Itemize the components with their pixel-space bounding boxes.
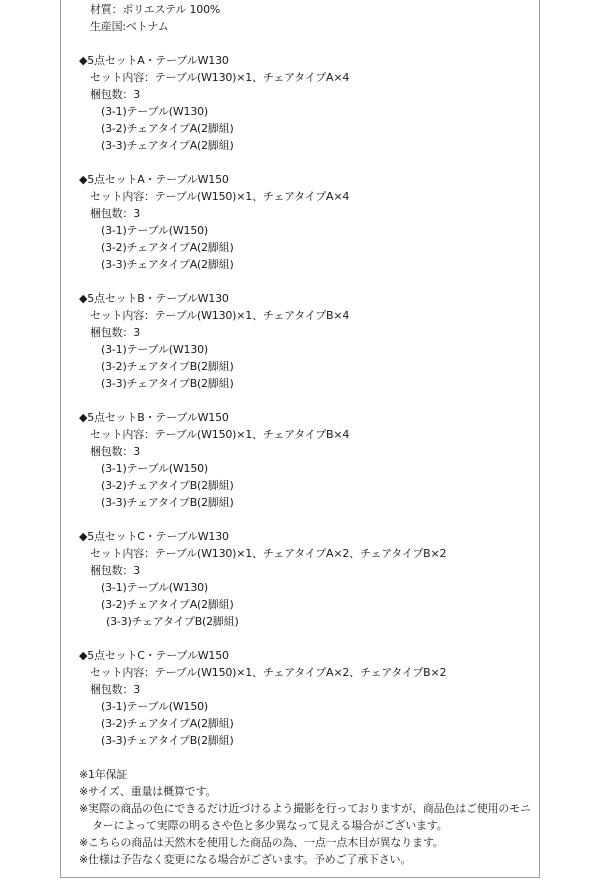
set-item: (3-2)チェアタイプB(2脚組) bbox=[101, 360, 234, 373]
set-item: (3-2)チェアタイプA(2脚組) bbox=[101, 598, 234, 611]
set-title: ◆5点セットA・テーブルW130 bbox=[79, 54, 229, 67]
set-contents: セット内容：テーブル(W150)×1、チェアタイプA×2、チェアタイプB×2 bbox=[90, 666, 447, 679]
set-contents: セット内容：テーブル(W150)×1、チェアタイプA×4 bbox=[90, 190, 350, 203]
set-item: (3-3)チェアタイプB(2脚組) bbox=[101, 496, 234, 509]
set-item: (3-1)テーブル(W130) bbox=[101, 343, 209, 356]
set-item: (3-2)チェアタイプA(2脚組) bbox=[101, 122, 234, 135]
set-packages: 梱包数：3 bbox=[90, 445, 140, 458]
set-contents: セット内容：テーブル(W130)×1、チェアタイプA×2、チェアタイプB×2 bbox=[90, 547, 447, 560]
origin-line: 生産国:ベトナム bbox=[90, 20, 169, 33]
set-item: (3-2)チェアタイプA(2脚組) bbox=[101, 717, 234, 730]
set-title: ◆5点セットB・テーブルW130 bbox=[79, 292, 229, 305]
set-contents: セット内容：テーブル(W130)×1、チェアタイプA×4 bbox=[90, 71, 350, 84]
color-note-continued: ターによって実際の明るさや色と多少異なって見える場合がございます。 bbox=[92, 819, 448, 832]
set-title: ◆5点セットC・テーブルW150 bbox=[79, 649, 229, 662]
set-item: (3-1)テーブル(W150) bbox=[101, 224, 209, 237]
warranty-note: ※1年保証 bbox=[79, 768, 128, 781]
set-item: (3-1)テーブル(W150) bbox=[101, 462, 209, 475]
set-item: (3-1)テーブル(W130) bbox=[101, 581, 209, 594]
set-title: ◆5点セットA・テーブルW150 bbox=[79, 173, 229, 186]
set-packages: 梱包数：3 bbox=[90, 88, 140, 101]
material-line: 材質：ポリエステル 100% bbox=[90, 3, 221, 16]
set-item: (3-1)テーブル(W130) bbox=[101, 105, 209, 118]
set-title: ◆5点セットC・テーブルW130 bbox=[79, 530, 229, 543]
set-contents: セット内容：テーブル(W150)×1、チェアタイプB×4 bbox=[90, 428, 350, 441]
set-packages: 梱包数：3 bbox=[90, 683, 140, 696]
set-packages: 梱包数：3 bbox=[90, 564, 140, 577]
set-item: (3-2)チェアタイプB(2脚組) bbox=[101, 479, 234, 492]
size-note: ※サイズ、重量は概算です。 bbox=[79, 785, 217, 798]
set-item: (3-3)チェアタイプA(2脚組) bbox=[101, 258, 234, 271]
color-note: ※実際の商品の色にできるだけ近づけるよう撮影を行っておりますが、商品色はご使用のモニ bbox=[79, 802, 531, 815]
set-item: (3-2)チェアタイプA(2脚組) bbox=[101, 241, 234, 254]
set-item: (3-3)チェアタイプB(2脚組) bbox=[106, 615, 239, 628]
wood-note: ※こちらの商品は天然木を使用した商品の為、一点一点木目が異なります。 bbox=[79, 836, 444, 849]
set-contents: セット内容：テーブル(W130)×1、チェアタイプB×4 bbox=[90, 309, 350, 322]
set-item: (3-1)テーブル(W150) bbox=[101, 700, 209, 713]
set-title: ◆5点セットB・テーブルW150 bbox=[79, 411, 229, 424]
spec-change-note: ※仕様は予告なく変更になる場合がございます。予めご了承下さい。 bbox=[79, 853, 412, 866]
set-item: (3-3)チェアタイプB(2脚組) bbox=[101, 734, 234, 747]
set-packages: 梱包数：3 bbox=[90, 326, 140, 339]
set-packages: 梱包数：3 bbox=[90, 207, 140, 220]
set-item: (3-3)チェアタイプA(2脚組) bbox=[101, 139, 234, 152]
set-item: (3-3)チェアタイプB(2脚組) bbox=[101, 377, 234, 390]
